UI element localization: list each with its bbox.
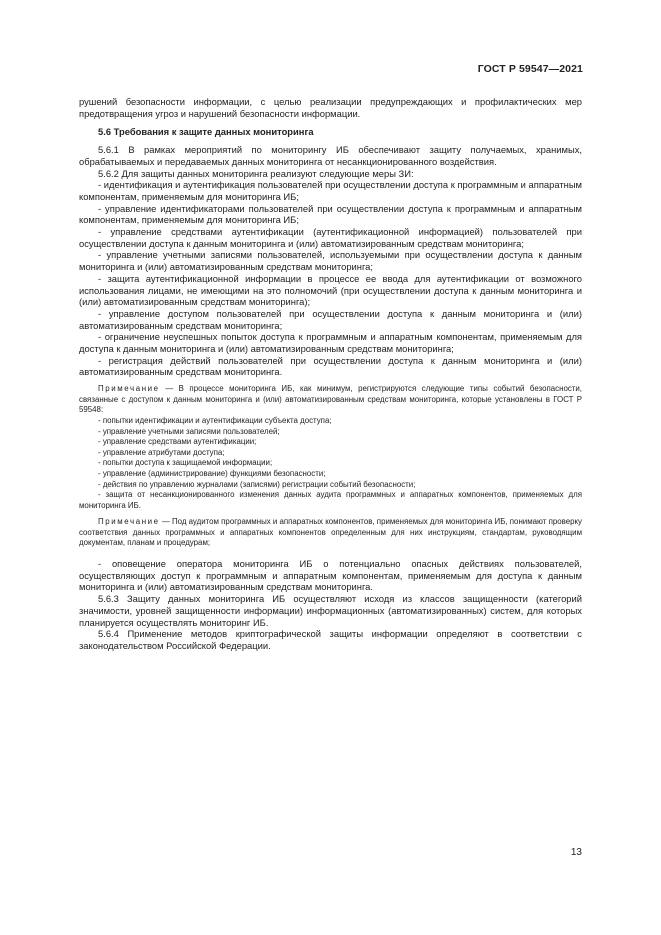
note-list-item: - попытки доступа к защищаемой информации; [98, 458, 273, 468]
measure-item-last: - оповещение оператора мониторинга ИБ о потенциально опасных действиях пользователей, осуществляющих доступ к программным и аппаратным компонентам, применяемым для доступа к данным мониторинга и (или) автоматизированным средствам мониторинга. [79, 558, 582, 593]
note-list-item: - управление атрибутами доступа; [98, 447, 225, 457]
page-number: 13 [570, 847, 582, 858]
note-list-item: - действия по управлению журналами (записями) регистрации событий безопасности; [98, 479, 416, 489]
note-label: Примечание [98, 517, 160, 527]
paragraph-5-6-3: 5.6.3 Защиту данных мониторинга ИБ осуществляют исходя из классов защищенности (категорий значимости, уровней защищенности информации) информационных (автоматизированных) систем, для которых планируется осуществлять мониторинг ИБ. [79, 593, 582, 628]
page-content [79, 96, 582, 652]
paragraph-5-6-2: 5.6.2 Для защиты данных мониторинга реализуют следующие меры ЗИ: [98, 167, 414, 179]
standard-designation: ГОСТ Р 59547—2021 [477, 63, 583, 75]
paragraph-5-6-4: 5.6.4 Применение методов криптографической защиты информации определяют в соответствии с законодательством Российской Федерации. [79, 628, 582, 651]
note-2 [79, 517, 582, 549]
note-1 [79, 384, 582, 416]
note-list-item: - попытки идентификации и аутентификации субъекта доступа; [98, 415, 332, 425]
section-heading: 5.6 Требования к защите данных мониторинга [98, 126, 314, 138]
measure-item: - защита аутентификационной информации в процессе ее ввода для аутентификации от возможного использования лицами, не имеющими на это полномочий (при осуществлении доступа к данным мониторинга и (или) автоматизированным средствам мониторинга); [79, 272, 582, 308]
note-list-item: - управление (администрирование) функциями безопасности; [98, 468, 326, 478]
measure-item: - управление идентификаторами пользователей при осуществлении доступа к программным и аппаратным компонентам, применяемым для мониторинга ИБ; [79, 202, 582, 226]
measure-item: - управление средствами аутентификации (аутентификационной информацией) пользователей при осуществлении доступа к данным мониторинга и (или) автоматизированным средствам мониторинга; [79, 226, 582, 249]
measure-item: - ограничение неуспешных попыток доступа к программным и аппаратным компонентам, применяемым для доступа к данным мониторинга и (или) автоматизированным средствам мониторинга; [79, 331, 582, 355]
note-list-item: - защита от несанкционированного изменения данных аудита программных и аппаратных компонентов, применяемых для мониторинга ИБ. [79, 490, 582, 510]
note-text: — В процессе мониторинга ИБ, как минимум, регистрируются следующие типы событий безопасности, связанные с доступом к данным мониторинга и (или) автоматизированным средствам мониторинга, которые установлены в ГОСТ Р 59548: [79, 384, 582, 415]
measure-item: - идентификация и аутентификация пользователей при осуществлении доступа к программным и аппаратным компонентам, применяемым для мониторинга ИБ; [79, 179, 582, 202]
measure-item: - управление учетными записями пользователей, используемыми при осуществлении доступа к данным мониторинга и (или) автоматизированным средствам мониторинга; [79, 249, 582, 273]
note-list-item: - управление средствами аутентификации; [98, 437, 257, 447]
note-list-item: - управление учетными записями пользователей; [98, 426, 280, 436]
paragraph-continuation: рушений безопасности информации, с целью реализации предупреждающих и профилактических мер предотвращения угроз и нарушений безопасности информации. [79, 96, 582, 119]
measure-item: - регистрация действий пользователей при осуществлении доступа к данным мониторинга и (или) автоматизированным средствам мониторинга. [79, 354, 582, 378]
paragraph-5-6-1: 5.6.1 В рамках мероприятий по мониторингу ИБ обеспечивают защиту получаемых, хранимых, обрабатываемых и передаваемых данных мониторинга от несанкционированного воздействия. [79, 144, 582, 167]
note-label: Примечание [98, 384, 160, 394]
note-text: — Под аудитом программных и аппаратных компонентов, применяемых для мониторинга ИБ, понимают проверку соответствия данных программных и аппаратных компонентов определенным для них инструкциям, стандартам, руководящим документам, планам и процедурам; [79, 517, 582, 548]
measure-item: - управление доступом пользователей при осуществлении доступа к данным мониторинга и (или) автоматизированным средствам мониторинга; [79, 307, 582, 331]
